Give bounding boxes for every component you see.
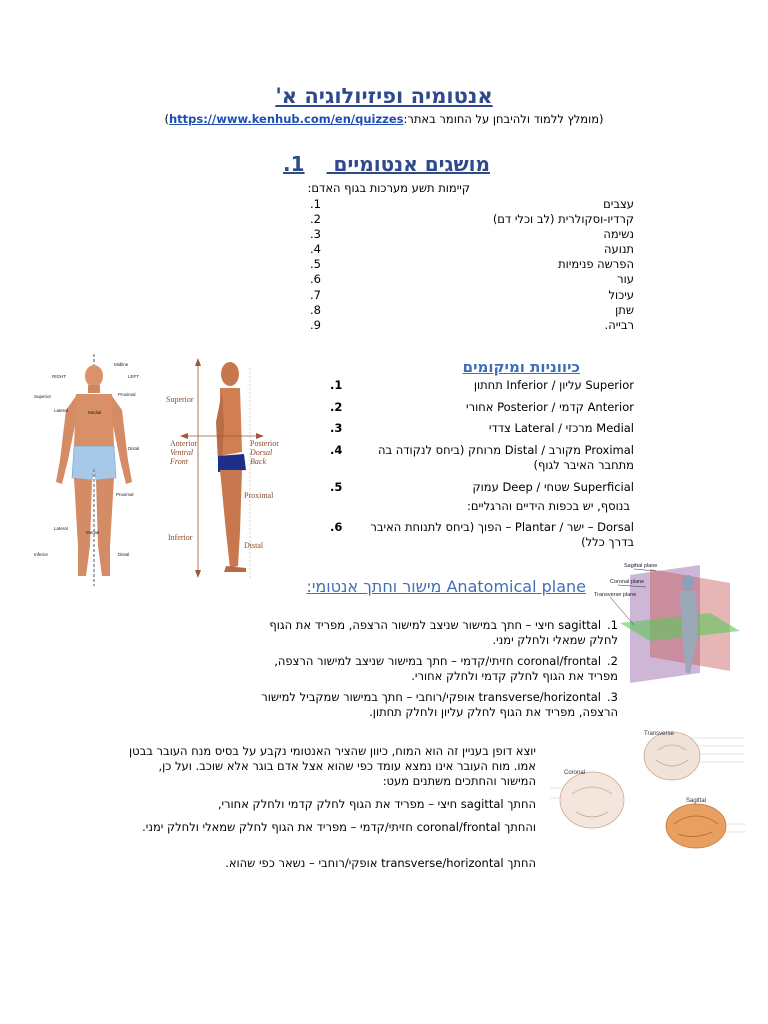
direction-text: Superficial שטחי / Deep עמוק [472,480,634,494]
plane-item [258,690,618,720]
direction-text: Superior עליון / Inferior תחתון [473,378,634,392]
plane-number: 1. [607,618,618,632]
body-label-right: RIGHT [52,374,66,379]
section-title: מושגים אנטומיים [333,152,490,176]
direction-number: 1. [330,378,343,392]
direction-text: Anterior קדמי / Posterior אחורי [466,400,634,414]
plane-number: 3. [607,690,618,704]
direction-number: 2. [330,400,343,414]
brain-paragraph: החתך sagittal חיצי – מפריד את הגוף לחלק קדמי ולחלק אחורי, [217,797,536,811]
system-item [310,212,640,227]
direction-item [330,520,640,550]
system-label: עור [617,272,634,287]
brain-paragraph: יוצא דופן בעניין זה הוא המוח, כיוון שהציר האנטומי נקבע על בסיס מנח העובר בבטן אמו. מוח העובר אינו נמצא עומד כפי שהוא אצל אדם בוגר אלא שוכב. ועל כן, המישור והחתכים משתנים מעט: [129,744,536,788]
body-label-distal-2: Distal [118,552,130,557]
hands-feet-note: בנוסף, יש בכפות הידיים והרגליים: [466,499,630,513]
direction-item [330,443,640,473]
planes-heading: Anatomical plane מישור וחתך אנטומי: [306,577,586,596]
side-view-figure [160,352,288,584]
system-item [310,242,640,257]
system-item [310,197,640,212]
side-label-ventral: Ventral [170,448,194,457]
brain-paragraph: והחתך coronal/frontal חזיתי/קדמי – מפריד את הגוף לחלק שמאלי ולחלק ימני. [142,820,536,834]
brain-label-coronal: Coronal [564,770,586,776]
system-number: 4. [310,242,321,257]
system-number: 7. [310,287,321,302]
system-number: 9. [310,317,321,332]
planes-label-coronal: Coronal plane [610,579,645,585]
brain-label-sagittal: Sagittal [686,798,707,804]
anatomical-position-figure [32,350,150,590]
subtitle-text: (מומלץ ללמוד ולהיבחן על החומר באתר: [403,112,604,126]
system-item [310,272,640,287]
body-label-left: LEFT [128,374,140,379]
direction-number: 4. [330,443,343,457]
body-label-inferior: Inferior [34,552,49,557]
kenhub-link[interactable]: https://www.kenhub.com/en/quizzes [168,112,404,126]
section-number: 1. [283,152,305,176]
planes-label-transverse: Transverse plane [594,592,637,598]
system-label: רבייה. [604,317,634,332]
system-label: עצבים [603,197,634,211]
direction-text: Dorsal – ישר / Plantar – הפוך (ביחס לתנוחת האיבר בדרך כלל) [370,520,634,549]
direction-text: Proximal מקורב / Distal מרוחק (ביחס לנקודה בה מתחבר האיבר לגוף) [377,443,634,472]
brain-paragraph: החתך transverse/horizontal אופקי/רוחבי – נשאר כפי שהוא. [225,856,536,870]
direction-number: 6. [330,520,343,534]
direction-text: Medial מרכזי / Lateral צדדי [488,421,634,435]
direction-item [330,378,640,393]
direction-item [330,400,640,415]
system-number: 2. [310,212,321,227]
system-label: קרדיו-וסקולרית (לב וכלי דם) [492,212,634,227]
brain-label-transverse: Transverse [644,731,674,737]
plane-text: sagittal חיצי – חתך במישור שניצב למישור הרצפה, מפריד את הגוף לחלק שמאלי ולחלק ימני. [269,618,618,647]
side-label-back: Back [250,457,266,466]
side-label-inferior: Inferior [168,533,193,542]
side-label-anterior: Anterior [170,439,198,448]
system-number: 1. [310,197,321,211]
planes-label-sagittal: Sagittal plane [624,563,658,569]
side-label-posterior: Posterior [250,439,279,448]
plane-item [258,654,618,684]
brain-sections-figure [548,728,748,860]
system-item [310,318,640,333]
system-label: שתן [615,302,634,317]
side-label-superior: Superior [166,395,194,404]
body-label-lateral-2: Lateral [54,526,68,531]
system-number: 6. [310,272,321,287]
system-item [310,288,640,303]
plane-item [258,618,618,648]
side-label-front: Front [170,457,188,466]
body-label-distal: Distal [128,446,140,451]
system-label: תנועה [603,242,634,257]
direction-item [330,480,640,495]
directions-heading: כיווניות ומיקומים [462,358,580,376]
plane-number: 2. [607,654,618,668]
body-label-proximal-2: Proximal [116,492,134,497]
side-label-distal: Distal [244,541,264,550]
system-number: 5. [310,257,321,272]
direction-item [330,421,640,436]
system-number: 3. [310,227,321,242]
systems-list [310,197,640,333]
direction-number: 5. [330,480,343,494]
body-label-proximal: Proximal [118,392,136,397]
system-item [310,227,640,242]
plane-text: coronal/frontal חזיתי/קדמי – חתך במישור שניצב למישור הרצפה, מפריד את הגוף לחלק קדמי ולחלק אחורי. [274,654,618,683]
system-label: עיכול [608,287,634,302]
body-label-superior: Superior [34,394,52,399]
side-label-dorsal: Dorsal [250,448,273,457]
body-label-lateral: Lateral [54,408,68,413]
side-label-proximal: Proximal [244,491,274,500]
system-item [310,257,640,272]
subtitle-close: ) [164,112,169,126]
body-label-medial: Medial [88,410,102,415]
page-title: אנטומיה ופיזיולוגיה א' [275,84,493,108]
system-label: הפרשה פנימיות [558,257,634,272]
system-number: 8. [310,302,321,317]
body-label-medial-2: Medial [86,530,100,535]
system-label: נשימה [603,227,634,242]
system-item [310,303,640,318]
plane-text: transverse/horizontal אופקי/רוחבי – חתך במישור שמקביל למישור הרצפה, מפריד את הגוף לחלק עליון ולחלק תחתון. [261,690,618,719]
section-heading [283,152,490,176]
intro-text: קיימות תשע מערכות בגוף האדם: [307,181,470,195]
subtitle [0,112,768,126]
body-label-midline: Midline [114,362,129,367]
direction-number: 3. [330,421,343,435]
